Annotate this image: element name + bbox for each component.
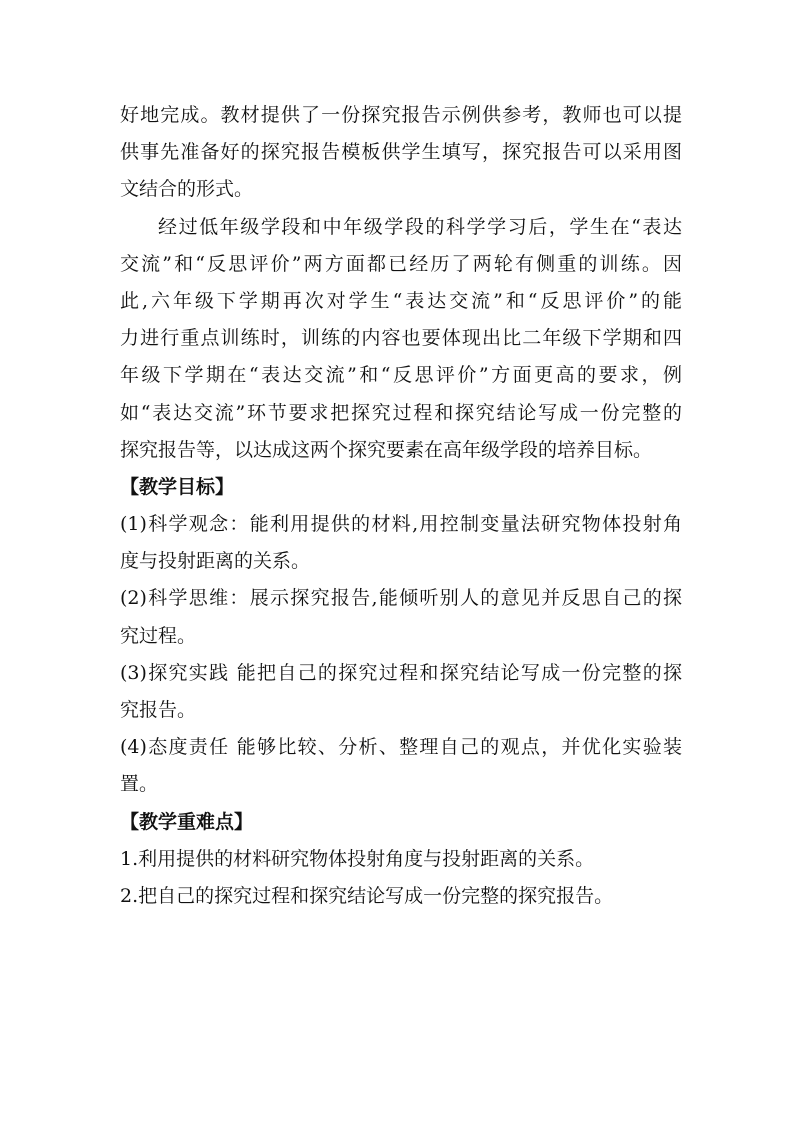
text-line: 此,六年级下学期再次对学生“表达交流”和“反思评价”的能 (120, 289, 682, 312)
key-point-line: 1.利用提供的材料研究物体投射角度与投射距离的关系。 (120, 847, 595, 870)
text-line: 探究报告等，以达成这两个探究要素在高年级学段的培养目标。 (120, 438, 653, 461)
text-line: 年级下学期在“表达交流”和“反思评价”方面更高的要求，例 (120, 364, 682, 387)
key-points-list (120, 841, 682, 915)
objectives-list (120, 506, 682, 804)
paragraph-report-format (120, 97, 682, 209)
text-line: 交流”和“反思评价”两方面都已经历了两轮有侧重的训练。因 (120, 252, 682, 275)
document-body (120, 97, 682, 915)
section-heading-objectives: 【教学目标】 (120, 475, 235, 498)
objective-line: (2)科学思维：展示探究报告,能倾听别人的意见并反思自己的探 (120, 587, 682, 610)
objective-line: 置。 (120, 773, 159, 796)
text-line: 力进行重点训练时，训练的内容也要体现出比二年级下学期和四 (120, 327, 682, 350)
text-line: 供事先准备好的探究报告模板供学生填写，探究报告可以采用图 (120, 141, 682, 164)
text-line: 文结合的形式。 (120, 178, 254, 201)
text-line: 如“表达交流”环节要求把探究过程和探究结论写成一份完整的 (120, 401, 682, 424)
key-point-line: 2.把自己的探究过程和探究结论写成一份完整的探究报告。 (120, 884, 614, 907)
objective-line: 究过程。 (120, 624, 197, 647)
objective-line: (4)态度责任 能够比较、分析、整理自己的观点，并优化实验装 (120, 736, 682, 759)
objective-line: 度与投射距离的关系。 (120, 550, 311, 573)
section-heading-key-points: 【教学重难点】 (120, 810, 254, 833)
text-line: 经过低年级学段和中年级学段的科学学习后，学生在“表达 (158, 215, 682, 238)
paragraph-grade-training (120, 209, 682, 469)
objective-line: 究报告。 (120, 699, 197, 721)
objective-line: (1)科学观念：能利用提供的材料,用控制变量法研究物体投射角 (120, 513, 682, 536)
text-line: 好地完成。教材提供了一份探究报告示例供参考，教师也可以提 (120, 104, 682, 126)
objective-line: (3)探究实践 能把自己的探究过程和探究结论写成一份完整的探 (120, 661, 682, 684)
